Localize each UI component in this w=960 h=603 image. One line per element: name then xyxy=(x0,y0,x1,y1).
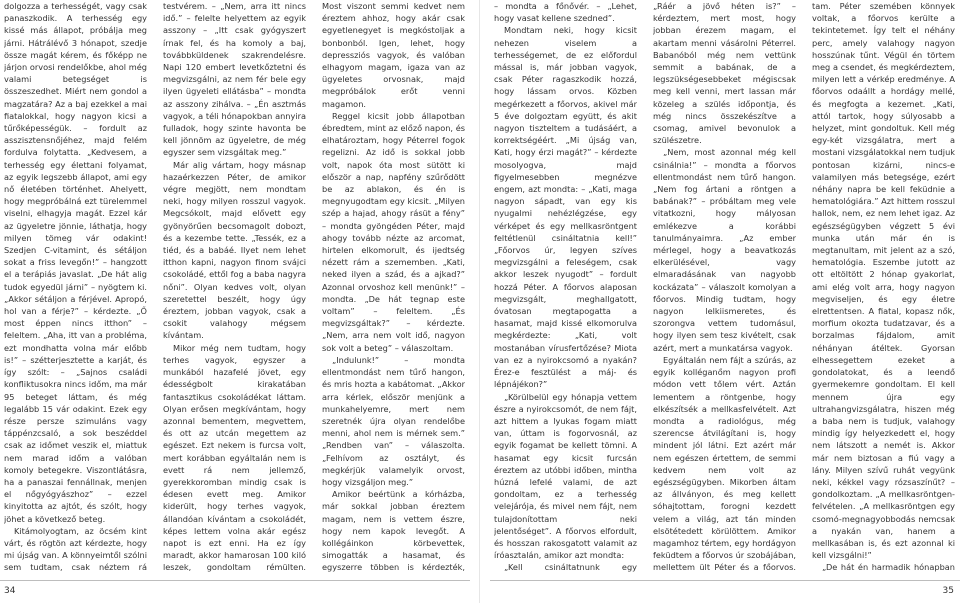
paragraph: Mondtam neki, hogy kicsit nehezen viselem a terhességemet, de ez előfordul mással is, már jobban vagyok, csak Péter ragaszkodik hozzá, hogy lássam orvos. Közben megérkezett a főorvos, akivel már 5 éve dolgoztam együtt, és akit nagyon tiszteltem a tudásáért, a korrektségéért. „Mi újság van, Kati, hogy érzi magát?” – kérdezte mosolyogva, majd figyelmesebben megnézve engem, azt mondta: – „Kati, maga nagyon sápadt, van egy kis nyugalmi nehézlégzése, egy vérképet és egy mellkasröntgent feltétlenül csináltatnia kell!” „Főorvos úr, legyen szíves megvizsgálni a feleségem, csak akkor leszek nyugodt” – fordult hozzá Péter. A főorvos alaposan megvizsgált, meghallgatott, óvatosan megtapogatta a hasamat, majd kissé elkomorulva megkérdezte: „Kati, volt mostanában vírusfertőzése? Miota van ez a nyirokcsomó a nyakán? Érez-e fesztülést a máj- és lépnájékon?” xyxy=(494,25,637,390)
paragraph: „Kell csináltatnunk egy xyxy=(504,562,637,572)
paragraph: Kitámolyogtam, az öcsém kint várt, és rögtön azt kérdezte, hogy mi újság van. A könnyeimtől szólni sem tudtam, csak néztem rá xyxy=(4,525,147,572)
footer-rule xyxy=(0,580,470,581)
paragraph: testvérem. – „Nem, arra itt nincs idő.” – felelte helyettem az egyik asszony – „Itt csak gyógyszert írnak fel, és ha komoly a baj, továbbküldenek szakrendelésre. Napi 120 embert levetkőztetni és megvizsgálni, az nem fér bele egy ilyen ügyeleti ellátásba” – mondta az asszony zihálva. – „Én asztmás vagyok, a téli hónapokban annyira fulladok, hogy szinte havonta be kell jönnöm az ügyeletre, de még egyszer sem vizsgáltak meg.” xyxy=(163,1,306,158)
paragraph: dolgozza a terhességét, vagy csak panaszkodik. A terhesség egy kissé más állapot, próbálja meg járni. Hátrálévő 3 hónapot, szedje össze magát kérem, és főképp ne járjon orvosi rendelőkbe, ahol még valami betegséget is összeszedhet. Miért nem gondol a magzatára? Az a baj ezekkel a mai fiatalokkal, hogy nagyon kicsi a tűrőképességük. – fordult az asszisztensnőjéhez, majd felém fordulva folytatta. „Kedvesem, a terhesség egy élettani folyamat, az egyik legszebb állapot, ami egy nő életében történhet. Ahelyett, hogy megpróbálná ezt türelemmel viselni, elhagyja magát. Ezzel kár az ügyeletre jönnie, láthatja, hogy milyen tömeg vár odakint! Szedjen C-vitamint, és sétáljon sokat a friss levegőn!” – hangzott el a terápiás javaslat. „De hát alig tudok egyedül járni” – nyögtem ki. „Akkor sétáljon a férjével. Apropó, hol van a férje?” – kérdezte. „Ő most éppen nincs itthon” – feleltem. „Aha, itt van a probléma, ezt mondhatta volna már előbb is!” – szétterjesztette a karját, és így szólt: – „Sajnos családi konfliktusokra nincs időm, ma már 95 beteget láttam, és még legalább 15 vár odakint. Ezek egy része persze szimuláns vagy táppénzcsaló, a sok beszéddel csak az időmet veszik el, miattuk nem marad időm a valóban komoly betegekre. Viszontlátásra, ha a panaszai fennállnak, menjen el nőgyógyászhoz” – ezzel kinyitotta az ajtót, és szólt, hogy jöhet a következő beteg. xyxy=(4,1,147,524)
paragraph: „Ráér a jövő héten is?” – kérdeztem, mert most, hogy jobban érezem magam, el akartam menni vásárolni Péterrel. Babanóból még nem vettünk semmit a babának, de a legszükségesebbeket mégiscsak meg kell venni, mert lassan már közeleg a szülés időpontja, és még nincs összekészítve a csomag, amivel bevonulok a szülészetre. xyxy=(653,1,796,146)
paragraph: – mondta a főnővér. – „Lehet, hogy vasat kellene szedned”. xyxy=(494,1,637,24)
paragraph: „Indulunk!” – mondta ellentmondást nem tűrő hangon, és mris hozta a kabátomat. „Akkor arra kérlek, először menjünk a munkahelyemre, mert nem szeretnék újra olyan rendelőbe menni, ahol nem is mérnek sem.” „Rendben van” – válaszolta. „Felhívom az osztályt, és megkérjük valamelyik orvost, hogy vizsgáljon meg.” xyxy=(322,354,465,487)
left-page-column-1 xyxy=(4,0,147,572)
right-page xyxy=(480,0,960,603)
left-page-column-2 xyxy=(163,0,306,572)
paragraph: Amikor beértünk a kórházba, már sokkal jobban éreztem magam, nem is vettem észre, hogy nem kapok levegőt. A kollégáinkon körbevettek, simogatták a hasamat, és egyszerre többen is kérdezték, xyxy=(322,489,465,572)
paragraph: „De hát én harmadik hónapban xyxy=(822,562,955,572)
paragraph: „Nem, most azonnal még kell csinálnia!” – mondta a főorvos ellentmondást nem tűrő hangon. „Nem fog ártani a röntgen a babának?” – próbáltam meg vele vitatkozni, hogy mályosan emlékezve a korábbi tanulmányaimra. „Az ember mérlegel, hogy a beavatkozás elkerülésével, vagy elmaradásának van nagyobb kockázata” – válaszolt komolyan a főorvos. Mindig tudtam, hogy nagyon lelkiismeretes, és szorongva vettem tudomásul, hogy ilyen sem tesz kivételt, csak azért, mert a munkatársa vagyok. xyxy=(653,147,796,353)
page-number: 35 xyxy=(942,586,954,596)
right-page-column-2 xyxy=(653,0,796,572)
paragraph: Most viszont semmi kedvet nem éreztem ahhoz, hogy akár csak egyetlenegyet is megkóstoljak a bonbonból. Igen, lehet, hogy depressziós vagyok, és valóban elhagyom magam, igaza van az ügyeletes orvosnak, majd megpróbálok erőt venni magamon. xyxy=(322,1,465,109)
paragraph: Már alig vártam, hogy másnap hazaérkezzen Péter, de amikor végre megjött, nem mondtam neki, hogy milyen rosszul vagyok. Megcsókolt, majd elővett egy gyönyörűen becsomagolt dobozt, és a kezembe tette. „Tessék, ez a tiéd, és a babáé. Ilyet nem lehet itthon kapni, nagyon finom svájci csokoládé, ettől fog a baba nagyra nőni”. Olyan kedves volt, olyan szeretettel beszélt, hogy úgy éreztem, jobban vagyok, csak a csokit valahogy mégsem kívántam. xyxy=(163,159,306,341)
paragraph: tam. Péter szemében könnyek voltak, a főorvos kerülte a tekintetemet. Így telt el néhány perc, amely valahogy nagyon hosszúnak tűnt. Végül én törtem meg a csendet, és megkérdeztem, milyen lett a vérkép eredménye. A főorvos odaállt a hordágy mellé, és megfogta a kezemet. „Kati, attól tartok, hogy súlyosabb a helyzet, mint gondoltuk. Kell még egy-két vizsgálatra, mert a mostani vizsgálatokkal nem tudjuk pontosan kizárni, nincs-e valamilyen más betegsége, ezért néhány napra be kell feküdnie a hematológiára.” Azt hittem rosszul hallok, nem, ez nem lehet igaz. Az egészségügyben végzett 5 évi munka után már én is megtanultam, mit jelent az a szó, hematológia. Eszembe jutott az ott eltöltött 2 hónap gyakorlat, ami elég volt arra, hogy nagyon megviseljen, és egy életre elrettentsen. A fiatal, kopasz nők, morfium okozta tudatzavar, és a borzalmas fájdalom, amit néhányan átéltek. Gyorsan elhessegettem ezeket a gondolatokat, és a leendő gyermekemre gondoltam. El kell mennem újra egy ultrahangvizsgálatra, hiszen még a baba nem is tudjuk, valahogy mindig így helyezkedett el, hogy nem látszott a nemét is. Akkor már nem biztosan a fiú vagy a lány. Milyen szívű ruhát vegyünk neki, kékkel vagy rózsaszínűt? – gondolkoztam. „A mellkasröntgen-felvételen. „A mellkasröntgen egy csomó-megnagyobbodás nemcsak a nyakán van, hanem a mellkasában is, és ezt azonnal ki kell vizsgálni!” xyxy=(812,1,955,561)
right-page-column-1 xyxy=(494,0,637,572)
footer-rule xyxy=(490,580,960,581)
paragraph: „Körülbelül egy hónapja vettem észre a nyirokcsomót, de nem fájt, azt hittem a lyukas fogam miatt van, úttam is fogorvosnál, az egyik fogamat be kellett tömni. A hasamat egy kicsit furcsán éreztem az utóbbi időben, mintha húzná lefelé valami, de azt gondoltam, ez a terhesség velejárója, és mivel nem fájt, nem tulajdonítottam neki jelentőséget”. A főorvos elfordult, és hosszan rakosgatott valamit az íróasztalán, amikor azt mondta: xyxy=(494,391,637,561)
left-page-column-3 xyxy=(322,0,465,572)
paragraph: Reggel kicsit jobb állapotban ébredtem, mint az előző napon, és elhatároztam, hogy Péterrel fogok regelizni. Az idő is sokkal jobb volt, napok óta most sütött ki először a nap, napfény szűrődött be az ablakon, és én is megnyugodtam egy kicsit. „Milyen szép a hajad, ahogy rásüt a fény” – mondta gyöngéden Péter, majd ahogy tovább nézte az arcomat, hirtelen elkomorult, és ijedtség nézett rám a szememben. „Kati, neked ilyen a szád, és a ajkad?” Azonnal orvoshoz kell menünk!” – mondta. „De hát tegnap este voltam” – feleltem. „És megvizsgáltak?” – kérdezte. „Nem, arra nem volt idő, nagyon sok volt a beteg” – válaszoltam. xyxy=(322,110,465,353)
right-page-column-3 xyxy=(812,0,955,572)
paragraph: Egyáltalán nem fájt a szúrás, az egyik kolléganőm nagyon profi módon vett tőlem vért. Aztán lementem a röntgenbe, hogy elkészítsék a mellkasfelvételt. Azt mondta a radiológus, még szerencse átvilágítani is, hogy mindent jól látni. Ezt azért már nem egészen értettem, de semmi kedvem nem volt az egészségügyben. Mikorben áltam az állványon, és meg kellett sóhajtottam, forogni kezdett velem a világ, azt tán minden elsötétedett körülöttem. Amikor magamhoz tértem, egy hordágyon feküdtem a főorvos úr szobájában, mellettem ült Péter és a főorvos. xyxy=(653,354,796,572)
paragraph: Mikor még nem tudtam, hogy terhes vagyok, egyszer a munkából hazafelé jövet, egy édességbolt kirakatában fantasztikus csokoládékat láttam. Olyan erősen megkívántam, hogy azonnal bementem, megvettem, és ott az utcán megettem az egészet. Ezt nekem is furcsa volt, mert korábban egyáltalán nem is evett rá nem jellemző, gyerekkoromban mindig csak is édesen evett meg. Amikor kiderült, hogy terhes vagyok, állandóan kívántam a csokoládét, képes lettem volna akár egész napot is ezt enni. Ha ez így maradt, akkor hamarosan 100 kiló leszek, gondoltam rémülten. xyxy=(163,342,306,572)
page-number: 34 xyxy=(4,586,16,596)
